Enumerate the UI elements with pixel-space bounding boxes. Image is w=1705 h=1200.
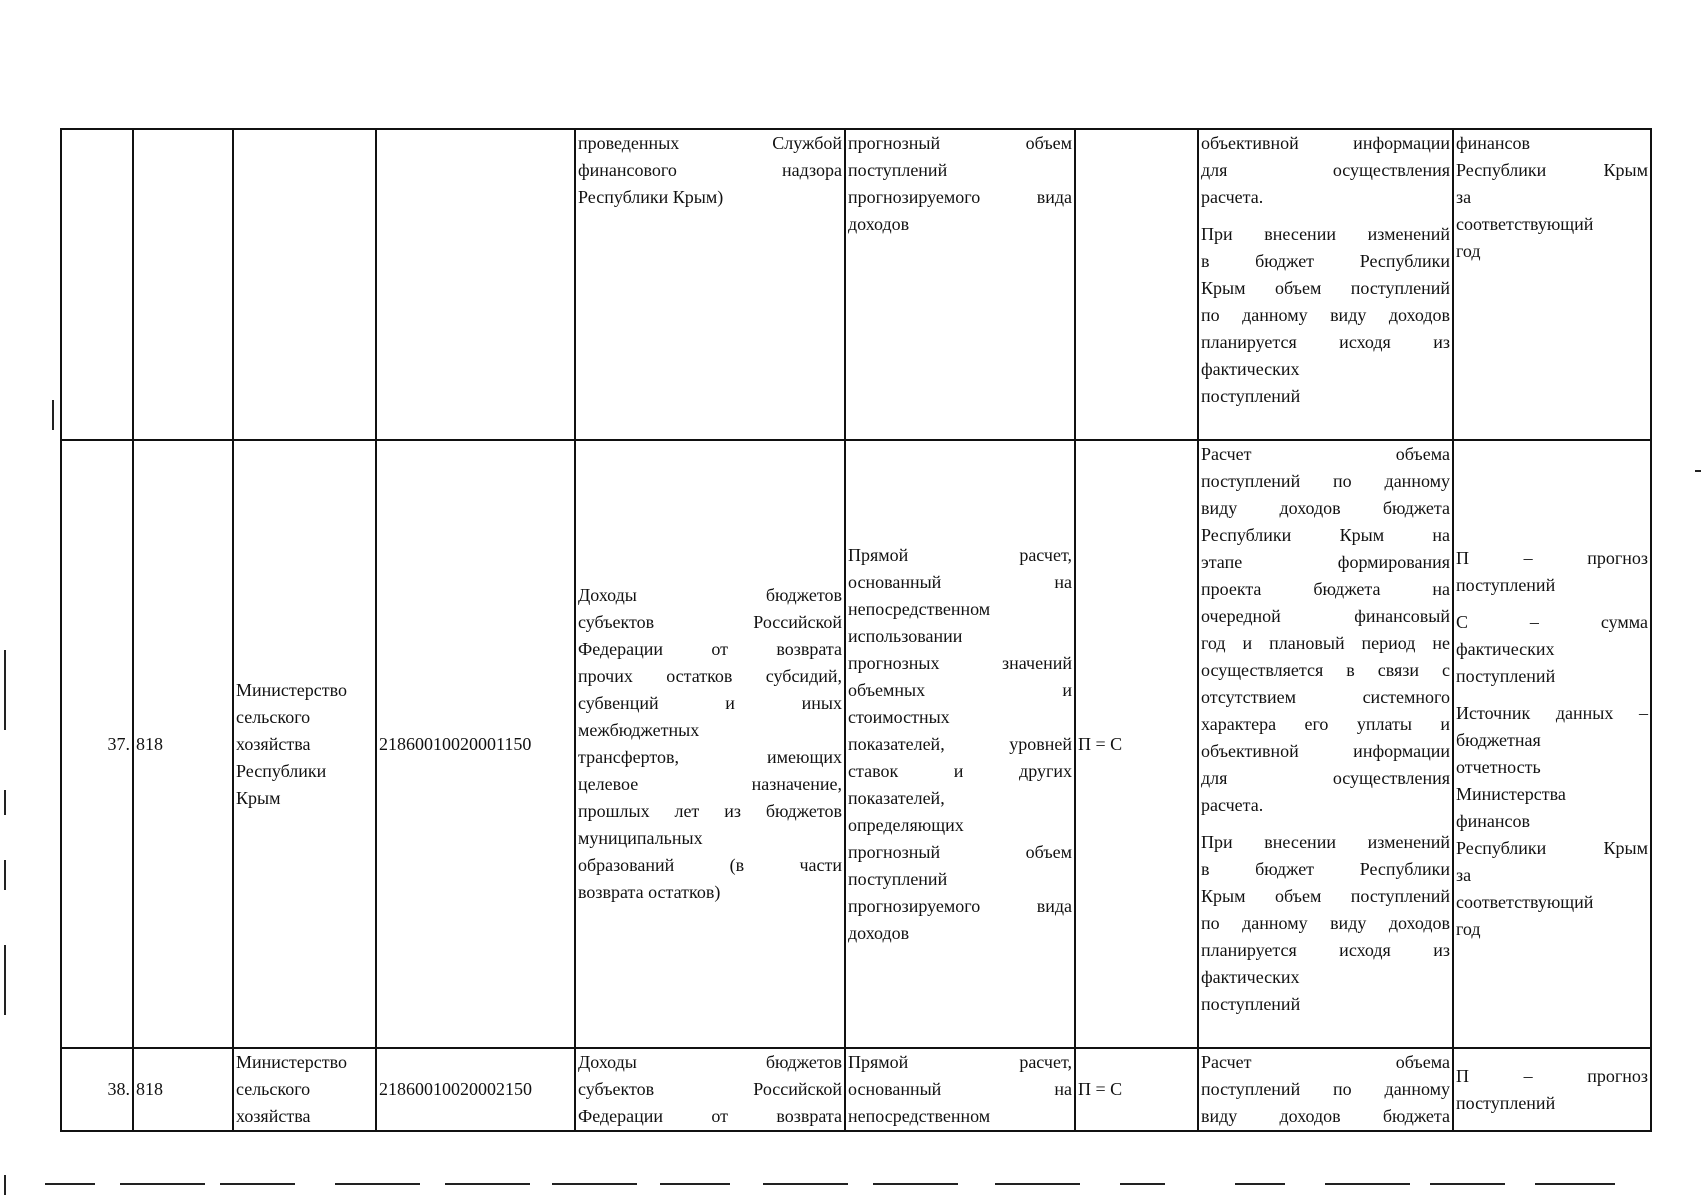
revenue-name-text: проведенных Службой финансового надзора Республики Крым)	[578, 133, 842, 207]
administrator-cell	[233, 1048, 376, 1131]
source-cell	[1453, 440, 1651, 1048]
source-forecast-legend: П – прогноз поступлений	[1456, 548, 1648, 595]
budget-revenue-table	[60, 128, 1652, 1132]
kbk-code-cell: 21860010020001150	[376, 440, 575, 1048]
algorithm-text-1: объективной информации для осуществления расчета.	[1201, 133, 1450, 207]
algorithm-cell	[1198, 1048, 1453, 1131]
algorithm-cell	[1198, 440, 1453, 1048]
algorithm-cell	[1198, 129, 1453, 440]
kbk-code-cell: 21860010020002150	[376, 1048, 575, 1131]
algorithm-text-1: Расчет объема поступлений по данному виду доходов бюджета Республики Крым на этапе формирования проекта бюджета на очередной финансовый год и плановый период не осуществляется в связи с отсутствием системного характера его уплаты и объективной информации для осуществления расчета.	[1201, 444, 1450, 815]
row-number-cell: 37.	[61, 440, 133, 1048]
row-number-cell: 38.	[61, 1048, 133, 1131]
kbk-code-cell	[376, 129, 575, 440]
administrator-cell	[233, 129, 376, 440]
revenue-name-text: Доходы бюджетов субъектов Российской Федерации от возврата прочих остатков субсидий, субвенций и иных межбюджетных трансфертов, имеющих целевое назначение, прошлых лет из бюджетов муниципальных образований (в части возврата остатков)	[578, 585, 842, 902]
revenue-name-cell	[575, 440, 845, 1048]
table-row	[61, 129, 1651, 440]
source-text: П – прогноз поступлений	[1456, 1065, 1648, 1113]
calculation-method-text: Прямой расчет, основанный на непосредственном	[848, 1052, 1072, 1126]
calculation-method-cell	[845, 440, 1075, 1048]
administrator-text: Министерство сельского хозяйства Республики Крым	[236, 679, 347, 808]
formula-cell	[1075, 129, 1198, 440]
admin-code-cell: 818	[133, 1048, 233, 1131]
revenue-name-cell	[575, 1048, 845, 1131]
source-sum-legend: С – сумма фактических поступлений	[1456, 612, 1648, 686]
algorithm-text-2: При внесении изменений в бюджет Республики Крым объем поступлений по данному виду доходов планируется исходя из фактических поступлений	[1201, 832, 1450, 1014]
algorithm-text-1: Расчет объема поступлений по данному виду доходов бюджета	[1201, 1052, 1450, 1126]
admin-code-cell: 818	[133, 440, 233, 1048]
source-data-text: Источник данных – бюджетная отчетность Министерства финансов Республики Крым за соответствующий год	[1456, 703, 1648, 939]
calculation-method-cell	[845, 129, 1075, 440]
formula-cell: П = С	[1075, 440, 1198, 1048]
revenue-name-cell	[575, 129, 845, 440]
row-number-cell	[61, 129, 133, 440]
source-cell	[1453, 129, 1651, 440]
formula-cell: П = С	[1075, 1048, 1198, 1131]
table-row	[61, 1048, 1651, 1131]
algorithm-text-2: При внесении изменений в бюджет Республики Крым объем поступлений по данному виду доходов планируется исходя из фактических поступлений	[1201, 224, 1450, 406]
source-text: финансов Республики Крым за соответствующий год	[1456, 133, 1648, 261]
admin-code-cell	[133, 129, 233, 440]
administrator-cell	[233, 440, 376, 1048]
calculation-method-text: Прямой расчет, основанный на непосредственном использовании прогнозных значений объемных и стоимостных показателей, уровней ставок и других показателей, определяющих прогнозный объем поступлений прогнозируемого вида доходов	[848, 544, 1072, 943]
table-row	[61, 440, 1651, 1048]
source-cell	[1453, 1048, 1651, 1131]
calculation-method-cell	[845, 1048, 1075, 1131]
calculation-method-text: прогнозный объем поступлений прогнозируемого вида доходов	[848, 133, 1072, 234]
revenue-name-text: Доходы бюджетов субъектов Российской Федерации от возврата	[578, 1052, 842, 1126]
administrator-text: Министерство сельского хозяйства	[236, 1052, 347, 1126]
